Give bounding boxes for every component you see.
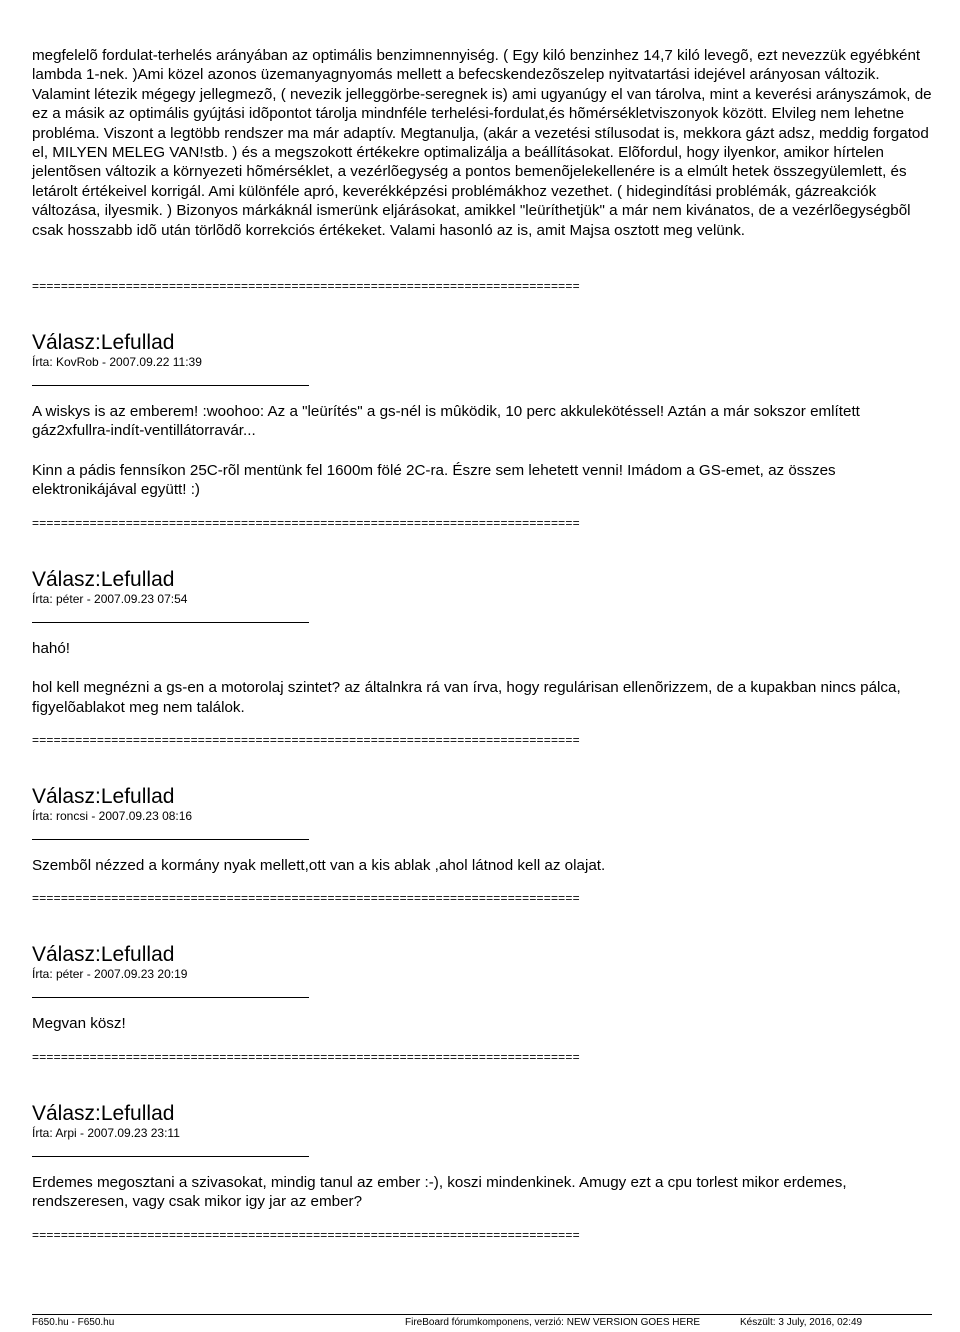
post-rule (32, 385, 309, 386)
post (32, 785, 932, 875)
post-title: Válasz:Lefullad (32, 567, 175, 591)
footer-generated: Készült: 3 July, 2016, 02:49 (740, 1317, 863, 1328)
post (32, 1102, 932, 1212)
post-paragraph: A wiskys is az emberem! :woohoo: Az a "leürítés" a gs-nél is mûködik, 10 perc akkulekötéssel! Aztán a már sokszor említett gáz2xfullra-indít-ventillátorravár... (32, 403, 860, 440)
post-paragraph: Erdemes megosztani a szivasokat, mindig tanul az ember :-), koszi mindenkinek. Amugy ezt a cpu torlest mikor erdemes, rendszeresen, vagy csak mikor igy jar az ember? (32, 1173, 847, 1211)
post-rule (32, 839, 309, 840)
separator: ============================================================================ (32, 279, 580, 294)
footer-rule (32, 1314, 932, 1315)
separator: ============================================================================ (32, 515, 580, 530)
post-paragraph: Kinn a pádis fennsíkon 25C-rõl mentünk fel 1600m fölé 2C-ra. Észre sem lehetett venni! Imádom a GS-emet, az összes elektronikájával együtt! :) (32, 461, 836, 499)
post-paragraph: hol kell megnézni a gs-en a motorolaj szintet? az általnkra rá van írva, hogy regulárisan ellenõrizzem, de a kupakban nincs pálca, figyelõablakot meg nem találok. (32, 679, 901, 716)
post-meta: Írta: péter - 2007.09.23 07:54 (32, 591, 188, 606)
post-rule (32, 622, 309, 623)
post-rule (32, 997, 309, 998)
post-body (32, 402, 932, 500)
post (32, 568, 932, 717)
intro-text: megfelelõ fordulat-terhelés arányában az optimális benzimnennyiség. ( Egy kiló benzinhez 14,7 kiló levegõ, ezt nevezzük egyébként lambda 1-nek. )Ami közel azonos üzemanyagnyomás mellett a befecskendezõszelep nyitvatartási idejével arányosan változik. Valamint létezik mégegy jellegmezõ, ( nevezik jelleggörbe-seregnek is) ami ugyanúgy el van tárolva, mint a keverési arányszámok, de ez a másik az optimális gyújtási idõpontot tárolja mindnféle terhelési-fordulat,és hõmérsékletviszonyok között. Elvileg nem lehetne probléma. Viszont a legtöbb rendszer ma már adaptív. Megtanulja, (akár a vezetési stílusodat is, mekkora gázt adsz, meddig forgatod el, MILYEN MELEG VAN!stb. ) és a megszokott értékekre optimalizálja a beállításokat. Elõfordul, hogy ilyenkor, amikor hírtelen jelentõsen változik a környezeti hõmérséklet, a vezérlõegység a pontos bemenõjelekellenére is a elmúlt hetek összegyülemlett, és letárolt értékeivel korrigál. Ami különféle apró, keverékképzési problémákhoz vezethet. ( hidegindítási problémák, gázreakciók változása, ilyesmik. ) Bizonyos márkáknál ismerünk eljárásokat, amikkel "leüríthetjük" a már nem kivánatos, de a vezérlõegységbõl csak hosszabb idõ után törlõdõ korrekciós értékeket. Valami hasonló az is, amit Majsa osztott meg velünk. (32, 47, 932, 239)
post-paragraph: hahó! (32, 639, 71, 657)
post-title: Válasz:Lefullad (32, 331, 175, 355)
post-meta: Írta: roncsi - 2007.09.23 08:16 (32, 808, 193, 823)
post-body (32, 856, 932, 875)
post-meta: Írta: KovRob - 2007.09.22 11:39 (32, 355, 202, 370)
post-body (32, 1173, 932, 1212)
post-title: Válasz:Lefullad (32, 784, 175, 808)
post-title: Válasz:Lefullad (32, 1101, 175, 1125)
footer-component: FireBoard fórumkomponens, verzió: NEW VERSION GOES HERE (405, 1317, 701, 1328)
post (32, 331, 932, 500)
post-meta: Írta: Arpi - 2007.09.23 23:11 (32, 1125, 180, 1140)
footer-site: F650.hu - F650.hu (32, 1317, 115, 1328)
separator: ============================================================================ (32, 1227, 580, 1242)
post-body (32, 639, 932, 717)
separator: ============================================================================ (32, 1049, 580, 1064)
post-title: Válasz:Lefullad (32, 943, 175, 967)
post-meta: Írta: péter - 2007.09.23 20:19 (32, 967, 188, 982)
post-paragraph: Megvan kösz! (32, 1015, 126, 1033)
post-body (32, 1014, 932, 1033)
separator: ============================================================================ (32, 891, 580, 906)
post-paragraph: Szembõl nézzed a kormány nyak mellett,ott van a kis ablak ,ahol látnod kell az olajat. (32, 856, 606, 874)
page-footer (0, 1317, 960, 1329)
document-page (32, 46, 932, 1242)
post-rule (32, 1156, 309, 1157)
post (32, 943, 932, 1033)
separator: ============================================================================ (32, 732, 580, 747)
